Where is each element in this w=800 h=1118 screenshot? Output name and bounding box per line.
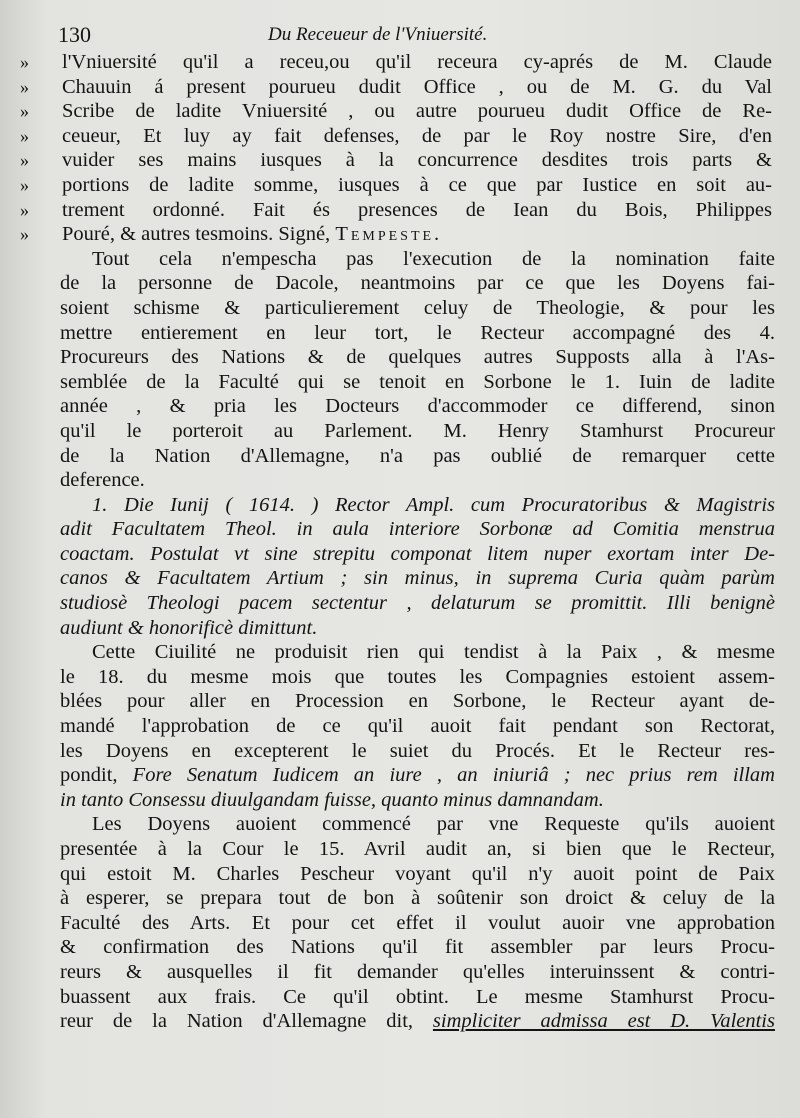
signature: Tempeste. [335, 223, 443, 246]
quote-mark: » [20, 52, 29, 72]
quoted-line: » portions de ladite somme, iusques à ce que par Iustice en soit au- [20, 173, 772, 196]
quote-mark: » [20, 224, 29, 245]
quote-mark: » [20, 150, 29, 171]
paragraph: Tout cela n'empescha pas l'execution de la nomination faite de la personne de Dacole, neantmoins par ce que les Doyens fai- soient schisme & particulierement celuy de Theologie, & pour les mettre entierement en leur tort, le Recteur accompagné des 4. Procureurs des Nations & de quelques autres Supposts alla à l'As- semblée de la Faculté qui se tenoit en Sorbone le 1. Iuin de ladite année , & pria les Docteurs d'accommoder ce differend, sinon qu'il le porteroit au Parlement. M. Henry Stamhurst Procureur de la Nation d'Allemagne, n'a pas oublié de remarquer cette deference. [60, 247, 775, 492]
quote-mark: » [20, 125, 29, 146]
quoted-line: » Chauuin á present pourueu dudit Office , ou de M. G. du Val [20, 75, 772, 98]
page-body [20, 50, 795, 1034]
paragraph: Cette Ciuilité ne produisit rien qui tendist à la Paix , & mesme le 18. du mesme mois que toutes les Compagnies estoient assem- blées pour aller en Procession en Sorbone, le Recteur ayant de- mandé l'approbation de ce qu'il auoit fait pendant son Rectorat, les Doyens en excepterent le suiet du Procés. Et le Recteur res- pondit, Fore Senatum Iudicem an iure , an iniuriâ ; nec prius rem illam in tanto Consessu diuulgandam fuisse, quanto minus damnandam. [60, 641, 775, 811]
page-number: 130 [58, 22, 91, 47]
running-title: Du Receueur de l'Vniuersité. [268, 24, 488, 45]
quoted-line: » ceueur, Et luy ay fait defenses, de par le Roy nostre Sire, d'en [20, 124, 772, 147]
quoted-line: » vuider ses mains iusques à la concurrence desdites trois parts & [20, 149, 772, 172]
paragraph: Les Doyens auoient commencé par vne Requeste qu'ils auoient presentée à la Cour le 15. Avril audit an, si bien que le Recteur, qui estoit M. Charles Pescheur voyant qu'il n'y auoit point de Paix à esperer, se prepara tout de bon à soûtenir son droict & celuy de la Faculté des Arts. Et pour cet effet il voulut auoir vne approbation & confirmation des Nations qu'il fit assembler par leurs Procu- reurs & ausquelles il fit demander qu'elles interuinssent & contri- buassent aux frais. Ce qu'il obtint. Le mesme Stamhurst Procu- reur de la Nation d'Allemagne dit, simpliciter admissa est D. Valentis [60, 813, 775, 1033]
quote-mark: » [20, 76, 29, 97]
page-header [58, 18, 758, 52]
latin-quotation: 1. Die Iunij ( 1614. ) Rector Ampl. cum Procuratoribus & Magistris adit Facultatem Theol. in aula interiore Sorbonæ ad Comitia menstrua coactam. Postulat vt sine strepitu componat litem nuper exortam inter De- canos & Facultatem Artium ; sin minus, in suprema Curia quàm parùm studiosè Theologi pacem sectentur , delaturum se promittit. Illi benignè audiunt & honorificè dimittunt. [60, 493, 775, 639]
quoted-line: » trement ordonné. Fait és presences de Iean du Bois, Philippes [20, 198, 772, 221]
quoted-line: » Scribe de ladite Vniuersité , ou autre pourueu dudit Office de Re- [20, 100, 772, 123]
quoted-block [20, 50, 795, 247]
quote-mark: » [20, 199, 29, 220]
quoted-line: » Pouré, & autres tesmoins. Signé, Tempeste. [20, 223, 443, 246]
quote-mark: » [20, 174, 29, 195]
quote-mark: » [20, 101, 29, 122]
quoted-line: » l'Vniuersité qu'il a receu,ou qu'il receura cy-aprés de M. Claude [20, 51, 772, 73]
